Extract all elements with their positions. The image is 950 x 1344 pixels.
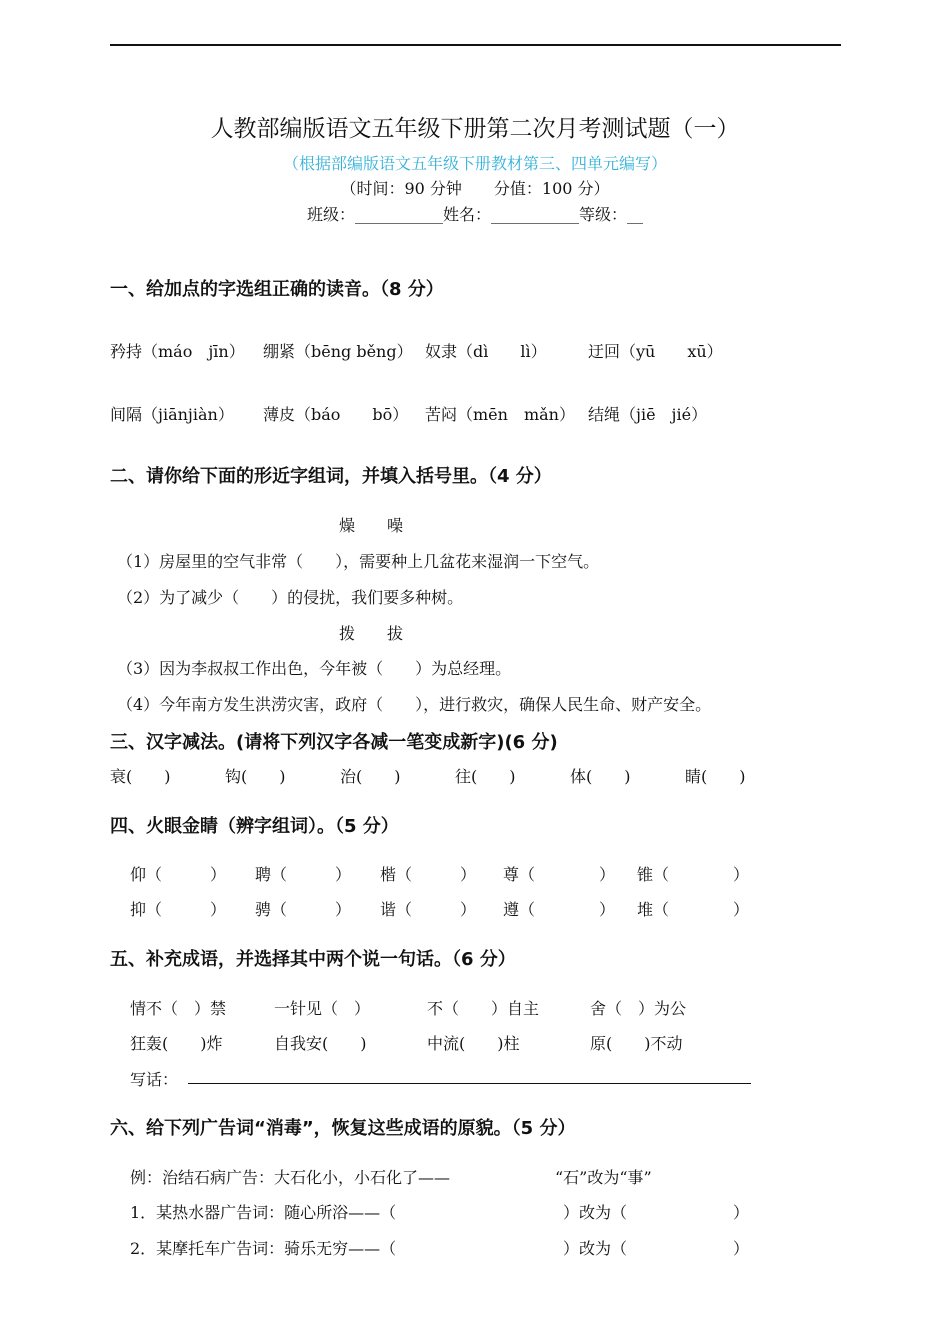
page-title: 人教部编版语文五年级下册第二次月考测试题（一） bbox=[210, 116, 740, 142]
s1-item: 奴隶（dì lì） bbox=[425, 342, 547, 361]
s6-q2-mid: ）改为（ bbox=[563, 1239, 628, 1258]
s1-item: 绷紧（bēng běng） bbox=[263, 342, 413, 361]
s2-question-3: （3）因为李叔叔工作出色，今年被（ ）为总经理。 bbox=[117, 659, 512, 678]
s4-item: 谐（ ） bbox=[380, 900, 477, 919]
s2-question-4: （4）今年南方发生洪涝灾害，政府（ ），进行救灾，确保人民生命、财产安全。 bbox=[117, 695, 712, 714]
s5-idiom: 舍（ ）为公 bbox=[590, 999, 687, 1018]
s2-question-2: （2）为了减少（ ）的侵扰，我们要多种树。 bbox=[117, 588, 464, 607]
s6-question-2: 2．某摩托车广告词：骑乐无穷——（ bbox=[130, 1239, 397, 1258]
s5-idiom: 原( )不动 bbox=[590, 1034, 683, 1053]
student-info-line: 班级：___________姓名：___________等级：__ bbox=[306, 205, 643, 224]
s1-item: 间隔（jiānjiàn） bbox=[110, 405, 234, 424]
s6-example-right: “石”改为“事” bbox=[555, 1168, 652, 1187]
s2-question-1: （1）房屋里的空气非常（ ），需要种上几盆花来湿润一下空气。 bbox=[117, 552, 600, 571]
s2-char-pair-2: 拨 拔 bbox=[339, 624, 404, 643]
s4-item: 仰（ ） bbox=[130, 865, 227, 884]
section-3-heading: 三、汉字减法。(请将下列汉字各减一笔变成新字)(6 分) bbox=[110, 732, 558, 753]
s6-example-left: 例：治结石病广告：大石化小，小石化了—— bbox=[130, 1168, 451, 1187]
s5-idiom: 自我安( ) bbox=[274, 1034, 367, 1053]
s1-item: 迂回（yū xū） bbox=[588, 342, 723, 361]
s3-item: 睛( ) bbox=[685, 767, 746, 786]
time-score-line: （时间：90 分钟 分值：100 分） bbox=[340, 179, 610, 198]
s3-item: 治( ) bbox=[340, 767, 401, 786]
s6-q1-end: ） bbox=[733, 1203, 750, 1222]
s1-item: 苦闷（mēn mǎn） bbox=[425, 405, 575, 424]
top-rule bbox=[110, 44, 841, 46]
s5-write-label: 写话： bbox=[130, 1070, 179, 1089]
s3-item: 衰( ) bbox=[110, 767, 171, 786]
s4-item: 楷（ ） bbox=[380, 865, 477, 884]
s4-item: 遵（ ） bbox=[503, 900, 616, 919]
section-6-heading: 六、给下列广告词“消毒”，恢复这些成语的原貌。（5 分） bbox=[110, 1118, 576, 1139]
section-4-heading: 四、火眼金睛（辨字组词）。（5 分） bbox=[110, 816, 399, 837]
s4-item: 抑（ ） bbox=[130, 900, 227, 919]
section-1-heading: 一、给加点的字选组正确的读音。（8 分） bbox=[110, 279, 444, 300]
s3-item: 钩( ) bbox=[225, 767, 286, 786]
section-2-heading: 二、请你给下面的形近字组词，并填入括号里。（4 分） bbox=[110, 466, 552, 487]
s1-item: 薄皮（báo bō） bbox=[263, 405, 409, 424]
s5-write-line[interactable] bbox=[188, 1083, 751, 1084]
s4-item: 堆（ ） bbox=[637, 900, 750, 919]
s4-item: 锥（ ） bbox=[637, 865, 750, 884]
s1-item: 矜持（máo jīn） bbox=[110, 342, 245, 361]
s3-item: 往( ) bbox=[455, 767, 516, 786]
section-5-heading: 五、补充成语，并选择其中两个说一句话。（6 分） bbox=[110, 949, 516, 970]
s1-item: 结绳（jiē jié） bbox=[588, 405, 708, 424]
s5-idiom: 一针见（ ） bbox=[274, 999, 371, 1018]
s5-idiom: 中流( )柱 bbox=[427, 1034, 520, 1053]
s6-q1-mid: ）改为（ bbox=[563, 1203, 628, 1222]
s4-item: 聘（ ） bbox=[255, 865, 352, 884]
s5-idiom: 不（ ）自主 bbox=[427, 999, 540, 1018]
s6-question-1: 1．某热水器广告词：随心所浴——（ bbox=[130, 1203, 397, 1222]
s3-item: 体( ) bbox=[570, 767, 631, 786]
s5-idiom: 情不（ ）禁 bbox=[130, 999, 227, 1018]
s2-char-pair-1: 燥 噪 bbox=[339, 516, 404, 535]
page-subtitle: （根据部编版语文五年级下册教材第三、四单元编写） bbox=[282, 154, 667, 173]
s4-item: 尊（ ） bbox=[503, 865, 616, 884]
s5-idiom: 狂轰( )炸 bbox=[130, 1034, 223, 1053]
s4-item: 骋（ ） bbox=[255, 900, 352, 919]
s6-q2-end: ） bbox=[733, 1239, 750, 1258]
